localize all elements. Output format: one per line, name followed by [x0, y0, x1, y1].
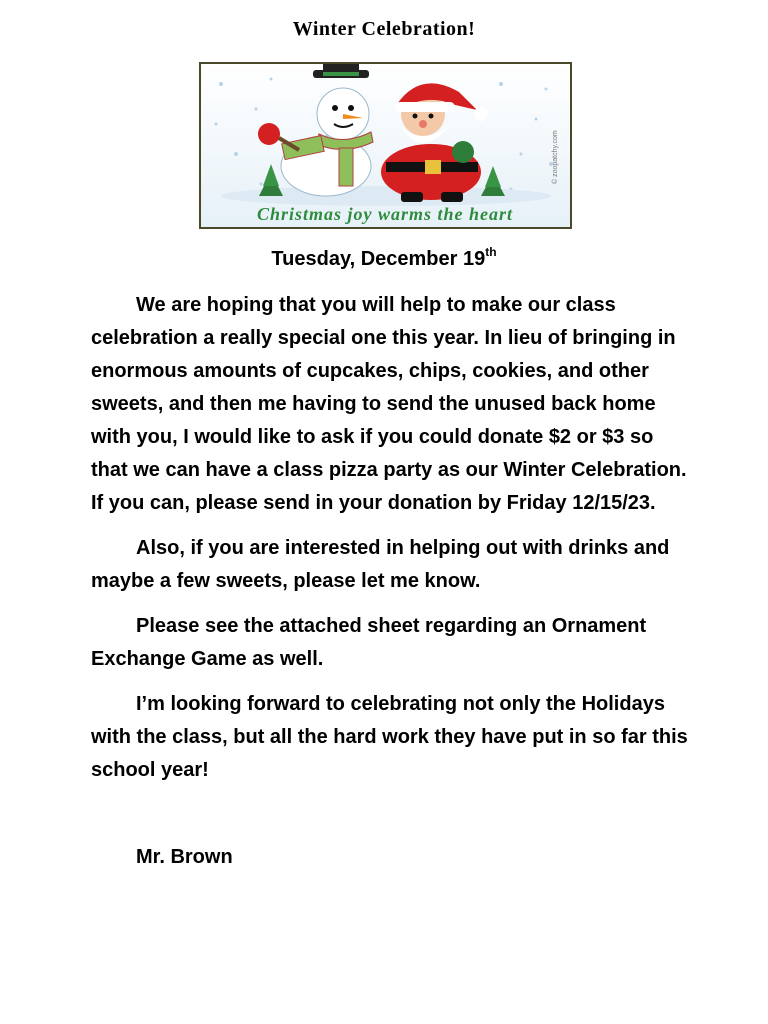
page-title: Winter Celebration!	[292, 18, 476, 40]
christmas-illustration	[199, 62, 572, 229]
watermark-text: © zoopatchy.com	[552, 130, 559, 184]
paragraph-help: Also, if you are interested in helping out with drinks and maybe a few sweets, please let me know.	[91, 537, 670, 592]
paragraph-closing: I’m looking forward to celebrating not only the Holidays with the class, but all the hard work they have put in so far this school year!	[91, 693, 688, 781]
date-suffix: th	[485, 245, 497, 259]
date-text: Tuesday, December 19	[271, 248, 486, 270]
paragraph-request: We are hoping that you will help to make our class celebration a really special one this year. In lieu of bringing in enormous amounts of cupcakes, chips, cookies, and other sweets, and then me having to send the unused back home with you, I would like to ask if you could donate $2 or $3 so that we can have a class pizza party as our Winter Celebration. If you can, please send in your donation by Friday 12/15/23.	[91, 294, 687, 514]
paragraph-ornament: Please see the attached sheet regarding an Ornament Exchange Game as well.	[91, 615, 647, 670]
banner-caption: Christmas joy warms the heart	[256, 204, 514, 224]
letter-body	[91, 289, 691, 799]
signature: Mr. Brown	[136, 846, 233, 868]
event-date	[0, 245, 768, 271]
